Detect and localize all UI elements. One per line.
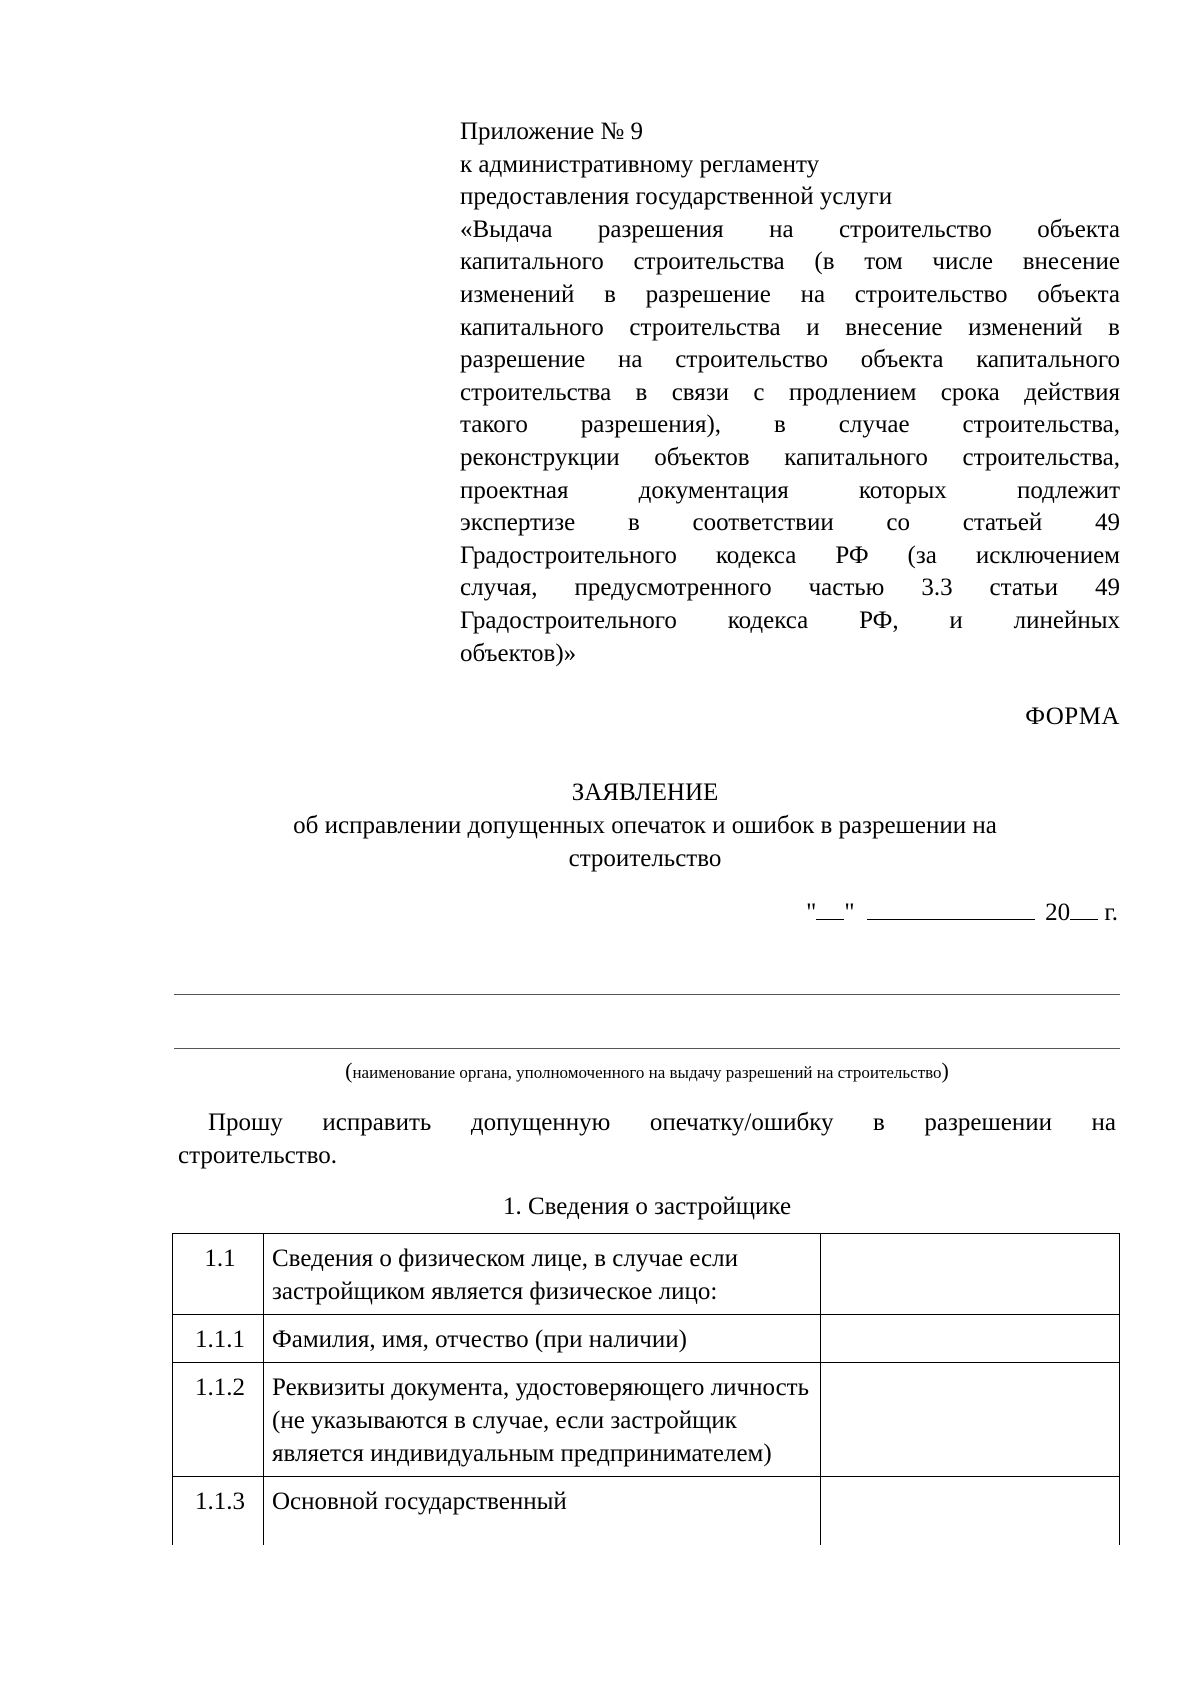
annex-line: к административному регламенту	[460, 150, 820, 178]
form-label: ФОРМА	[1025, 703, 1120, 730]
annex-line: такого разрешения), в случае строительства,	[460, 411, 1120, 439]
row-value-cell[interactable]	[821, 1363, 1120, 1477]
annex-line: капитального строительства (в том числе внесение	[460, 248, 1120, 276]
row-number: 1.1.3	[173, 1477, 264, 1546]
caption-paren-open: (	[345, 1058, 353, 1083]
table-row	[173, 1477, 1120, 1546]
date-quote-close: "	[844, 899, 855, 926]
annex-line: строительства в связи с продлением срока действия	[460, 378, 1120, 406]
section-title: 1. Сведения о застройщике	[502, 1193, 792, 1220]
month-blank[interactable]	[867, 897, 1035, 920]
table-row	[173, 1363, 1120, 1477]
row-number: 1.1	[173, 1234, 264, 1315]
date-line	[806, 897, 1118, 927]
request-line1: Прошу исправить допущенную опечатку/ошибку в разрешении на	[208, 1109, 1116, 1136]
authority-line-1[interactable]	[174, 994, 1120, 995]
date-quote-open: "	[806, 899, 817, 926]
annex-line: экспертизе в соответствии со статьей 49	[460, 509, 1120, 537]
caption-paren-close: )	[941, 1058, 949, 1083]
annex-header	[460, 116, 1120, 670]
authority-caption	[174, 1058, 1120, 1084]
day-blank[interactable]	[816, 897, 844, 920]
document-subtitle-line2: строительство	[568, 845, 722, 872]
annex-line: Градостроительного кодекса РФ (за исключением	[460, 541, 1120, 569]
year-suffix: г.	[1104, 899, 1118, 926]
developer-info-table	[172, 1233, 1120, 1545]
annex-line: реконструкции объектов капитального строительства,	[460, 443, 1120, 471]
table-row	[173, 1234, 1120, 1315]
request-line2: строительство.	[178, 1142, 338, 1169]
row-value-cell[interactable]	[821, 1234, 1120, 1315]
annex-line: предоставления государственной услуги	[460, 183, 893, 211]
row-value-cell[interactable]	[821, 1477, 1120, 1546]
row-label: Фамилия, имя, отчество (при наличии)	[264, 1315, 821, 1363]
year-blank[interactable]	[1070, 897, 1098, 920]
annex-line: случая, предусмотренного частью 3.3 статьи 49	[460, 574, 1120, 602]
authority-line-2[interactable]	[174, 1048, 1120, 1049]
row-number: 1.1.2	[173, 1363, 264, 1477]
document-title: ЗАЯВЛЕНИЕ	[571, 779, 719, 806]
table-row	[173, 1315, 1120, 1363]
annex-line: проектная документация которых подлежит	[460, 476, 1120, 504]
row-value-cell[interactable]	[821, 1315, 1120, 1363]
row-label: Сведения о физическом лице, в случае если застройщиком является физическое лицо:	[264, 1234, 821, 1315]
annex-line: капитального строительства и внесение изменений в	[460, 313, 1120, 341]
request-paragraph	[178, 1106, 1116, 1172]
annex-line: объектов)»	[460, 639, 577, 667]
document-subtitle-line1: об исправлении допущенных опечаток и ошибок в разрешении на	[293, 812, 997, 839]
row-label: Основной государственный	[264, 1477, 821, 1546]
caption-text: наименование органа, уполномоченного на выдачу разрешений на строительство	[352, 1063, 942, 1082]
annex-line: Приложение № 9	[460, 118, 644, 145]
row-label: Реквизиты документа, удостоверяющего личность (не указываются в случае, если застройщик является индивидуальным предпринимателем)	[264, 1363, 821, 1477]
row-number: 1.1.1	[173, 1315, 264, 1363]
annex-line: Градостроительного кодекса РФ, и линейных	[460, 606, 1120, 634]
annex-line: «Выдача разрешения на строительство объекта	[460, 215, 1120, 243]
annex-line: разрешение на строительство объекта капитального	[460, 346, 1120, 374]
annex-line: изменений в разрешение на строительство объекта	[460, 280, 1120, 308]
year-prefix: 20	[1045, 899, 1071, 926]
